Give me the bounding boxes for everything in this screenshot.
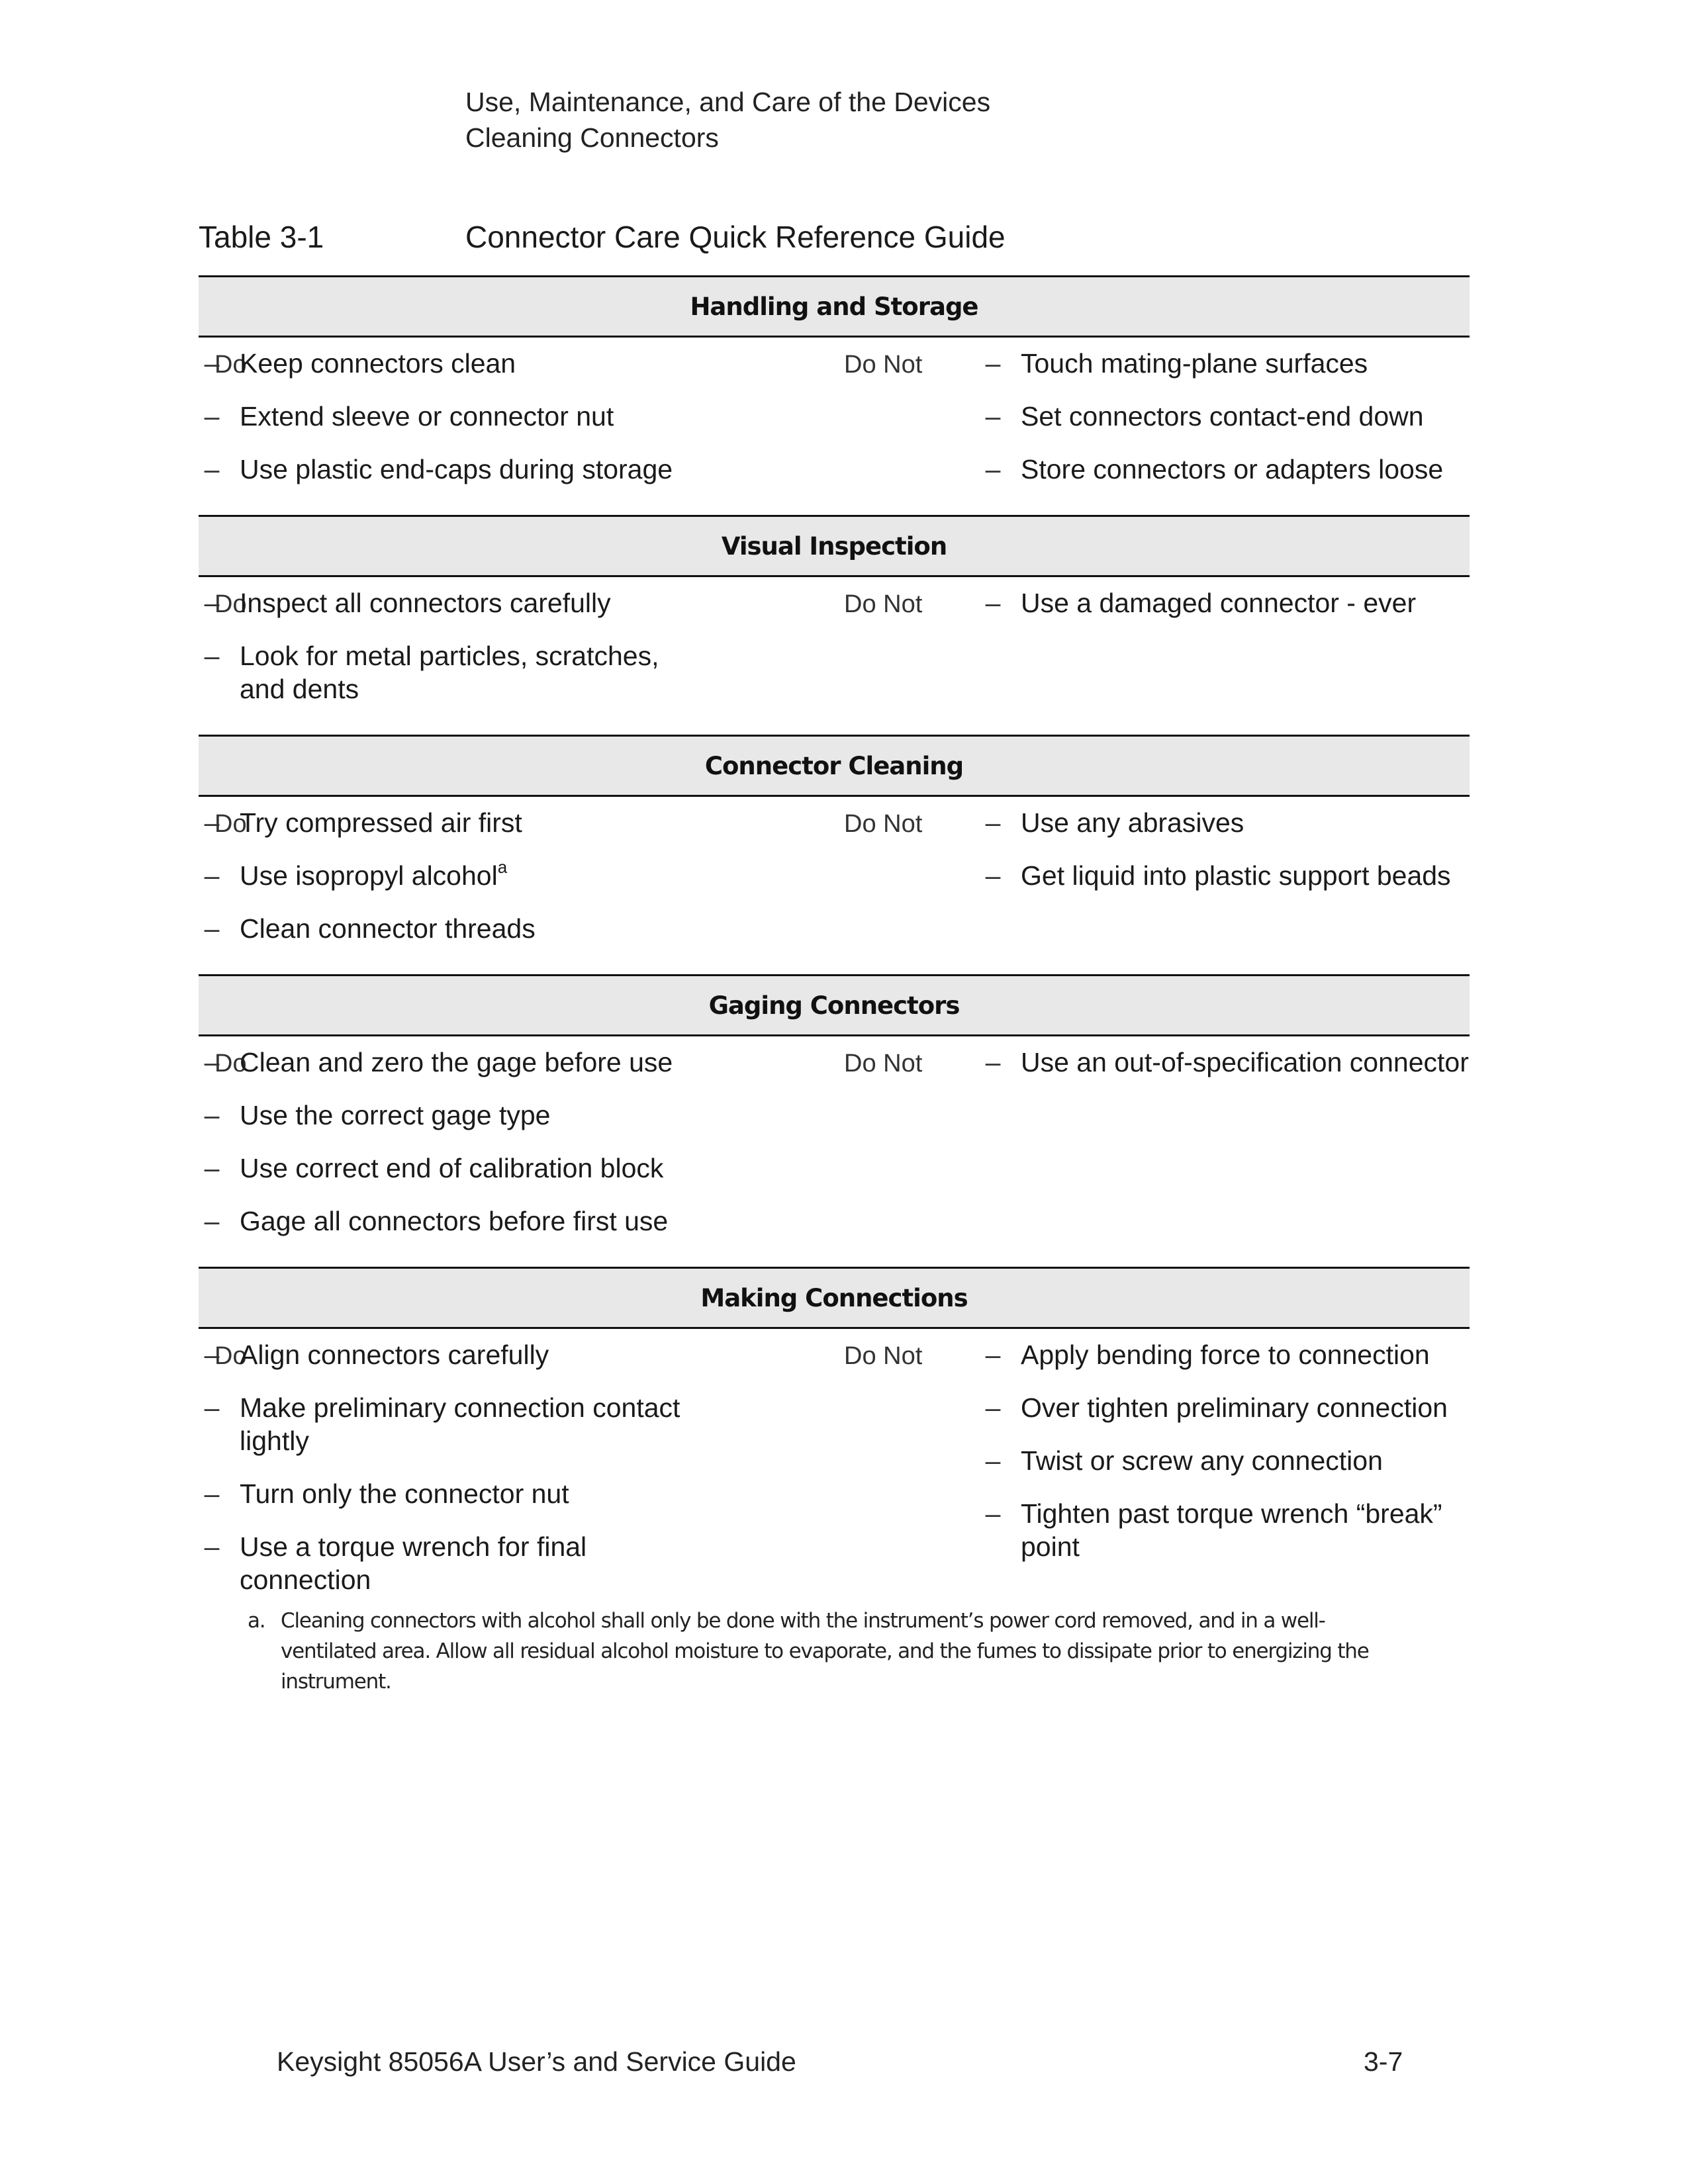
donot-list-item <box>980 806 1470 839</box>
do-item-text: Make preliminary connection contact lightly <box>240 1392 680 1456</box>
dash-bullet: – <box>204 913 220 944</box>
footnote-reference: a <box>497 857 508 877</box>
donot-label: Do Not <box>844 1342 923 1370</box>
donot-list-item <box>980 1444 1470 1477</box>
dash-bullet: – <box>985 1340 1001 1370</box>
donot-item-text: Twist or screw any connection <box>1021 1445 1383 1476</box>
do-item-text: Clean connector threads <box>240 913 536 944</box>
footer-page-number: 3-7 <box>1364 2046 1403 2077</box>
do-item-text: Use isopropyl alcohol <box>240 860 498 891</box>
do-list-item <box>199 1338 702 1371</box>
donot-list-item <box>980 453 1470 486</box>
do-label: Do <box>214 1050 247 1077</box>
do-list-item <box>199 1152 702 1185</box>
do-list-item <box>199 912 702 945</box>
donot-item-text: Apply bending force to connection <box>1021 1340 1430 1370</box>
dash-bullet: – <box>985 454 1001 484</box>
do-list <box>199 1043 702 1257</box>
dash-bullet: – <box>985 807 1001 838</box>
do-list-item <box>199 859 702 892</box>
do-item-text: Turn only the connector nut <box>240 1479 569 1509</box>
section-body <box>199 1329 1470 1625</box>
do-item-text: Inspect all connectors carefully <box>240 588 611 618</box>
do-list-item <box>199 1205 702 1238</box>
do-item-text: Gage all connectors before first use <box>240 1206 669 1236</box>
do-list-item <box>199 347 702 380</box>
running-header-section: Cleaning Connectors <box>465 122 719 153</box>
donot-list-item <box>980 859 1470 892</box>
donot-label: Do Not <box>844 351 923 379</box>
section-heading: Gaging Connectors <box>199 974 1470 1036</box>
donot-list-item <box>980 1046 1470 1079</box>
donot-item-text: Tighten past torque wrench “break” point <box>1021 1498 1442 1562</box>
donot-label: Do Not <box>844 810 923 838</box>
table-number: Table 3-1 <box>199 220 324 254</box>
footnote-text: Cleaning connectors with alcohol shall only be done with the instrument’s power cord removed, and in a well-ventilated area. Allow all residual alcohol moisture to evaporate, and the fumes to dissipate prior to energizing the instrument. <box>281 1609 1369 1694</box>
donot-list-item <box>980 1391 1470 1424</box>
do-item-text: Try compressed air first <box>240 807 522 838</box>
section-heading: Making Connections <box>199 1267 1470 1329</box>
dash-bullet: – <box>985 588 1001 618</box>
donot-list <box>980 803 1470 912</box>
donot-item-text: Use any abrasives <box>1021 807 1244 838</box>
do-list-item <box>199 1099 702 1132</box>
do-list-item <box>199 586 702 619</box>
dash-bullet: – <box>204 1340 220 1370</box>
do-item-text: Look for metal particles, scratches, and dents <box>240 641 659 704</box>
do-item-text: Use correct end of calibration block <box>240 1153 664 1183</box>
donot-item-text: Use a damaged connector - ever <box>1021 588 1417 618</box>
dash-bullet: – <box>204 454 220 484</box>
dash-bullet: – <box>204 588 220 618</box>
do-item-text: Align connectors carefully <box>240 1340 549 1370</box>
donot-item-text: Over tighten preliminary connection <box>1021 1392 1448 1423</box>
dash-bullet: – <box>204 1153 220 1183</box>
donot-list-item <box>980 400 1470 433</box>
section-body <box>199 797 1470 974</box>
do-item-text: Use a torque wrench for final connection <box>240 1531 587 1595</box>
donot-list <box>980 584 1470 639</box>
do-label: Do <box>214 590 247 618</box>
dash-bullet: – <box>985 348 1001 379</box>
do-list-item <box>199 1477 702 1510</box>
section-body <box>199 338 1470 515</box>
footer-document-title: Keysight 85056A User’s and Service Guide <box>277 2046 796 2077</box>
quick-reference-table <box>199 275 1470 1625</box>
do-list-item <box>199 453 702 486</box>
dash-bullet: – <box>985 1498 1001 1529</box>
dash-bullet: – <box>204 860 220 891</box>
dash-bullet: – <box>204 641 220 671</box>
donot-item-text: Use an out-of-specification connector <box>1021 1047 1469 1077</box>
do-item-text: Use the correct gage type <box>240 1100 551 1130</box>
donot-item-text: Store connectors or adapters loose <box>1021 454 1444 484</box>
do-item-text: Keep connectors clean <box>240 348 516 379</box>
donot-item-text: Get liquid into plastic support beads <box>1021 860 1451 891</box>
donot-item-text: Set connectors contact-end down <box>1021 401 1424 432</box>
dash-bullet: – <box>985 1047 1001 1077</box>
do-list <box>199 344 702 506</box>
do-item-text: Use plastic end-caps during storage <box>240 454 673 484</box>
dash-bullet: – <box>985 401 1001 432</box>
do-list <box>199 803 702 965</box>
table-title: Connector Care Quick Reference Guide <box>465 220 1006 254</box>
dash-bullet: – <box>985 1445 1001 1476</box>
section-heading: Connector Cleaning <box>199 735 1470 797</box>
dash-bullet: – <box>204 1206 220 1236</box>
do-list-item <box>199 806 702 839</box>
donot-item-text: Touch mating-plane surfaces <box>1021 348 1368 379</box>
donot-list <box>980 1043 1470 1099</box>
dash-bullet: – <box>204 1100 220 1130</box>
dash-bullet: – <box>204 1531 220 1562</box>
donot-label: Do Not <box>844 590 923 618</box>
dash-bullet: – <box>204 1479 220 1509</box>
dash-bullet: – <box>985 1392 1001 1423</box>
donot-list <box>980 344 1470 506</box>
donot-list-item <box>980 1338 1470 1371</box>
donot-list <box>980 1336 1470 1583</box>
donot-list-item <box>980 347 1470 380</box>
dash-bullet: – <box>985 860 1001 891</box>
do-label: Do <box>214 1342 247 1370</box>
do-list-item <box>199 1530 702 1596</box>
donot-label: Do Not <box>844 1050 923 1077</box>
do-list <box>199 1336 702 1616</box>
footnote-marker: a. <box>248 1609 265 1633</box>
dash-bullet: – <box>204 1047 220 1077</box>
dash-bullet: – <box>204 1392 220 1423</box>
section-heading: Handling and Storage <box>199 275 1470 338</box>
dash-bullet: – <box>204 348 220 379</box>
dash-bullet: – <box>204 807 220 838</box>
do-list-item <box>199 400 702 433</box>
section-body <box>199 577 1470 735</box>
do-label: Do <box>214 351 247 379</box>
section-body <box>199 1036 1470 1267</box>
do-label: Do <box>214 810 247 838</box>
table-footnote <box>248 1606 1406 1697</box>
section-heading: Visual Inspection <box>199 515 1470 577</box>
dash-bullet: – <box>204 401 220 432</box>
do-list-item <box>199 639 702 705</box>
do-list <box>199 584 702 725</box>
do-item-text: Extend sleeve or connector nut <box>240 401 614 432</box>
running-header-chapter: Use, Maintenance, and Care of the Devices <box>465 87 991 117</box>
do-list-item <box>199 1391 702 1457</box>
donot-list-item <box>980 586 1470 619</box>
do-item-text: Clean and zero the gage before use <box>240 1047 673 1077</box>
donot-list-item <box>980 1497 1470 1563</box>
do-list-item <box>199 1046 702 1079</box>
